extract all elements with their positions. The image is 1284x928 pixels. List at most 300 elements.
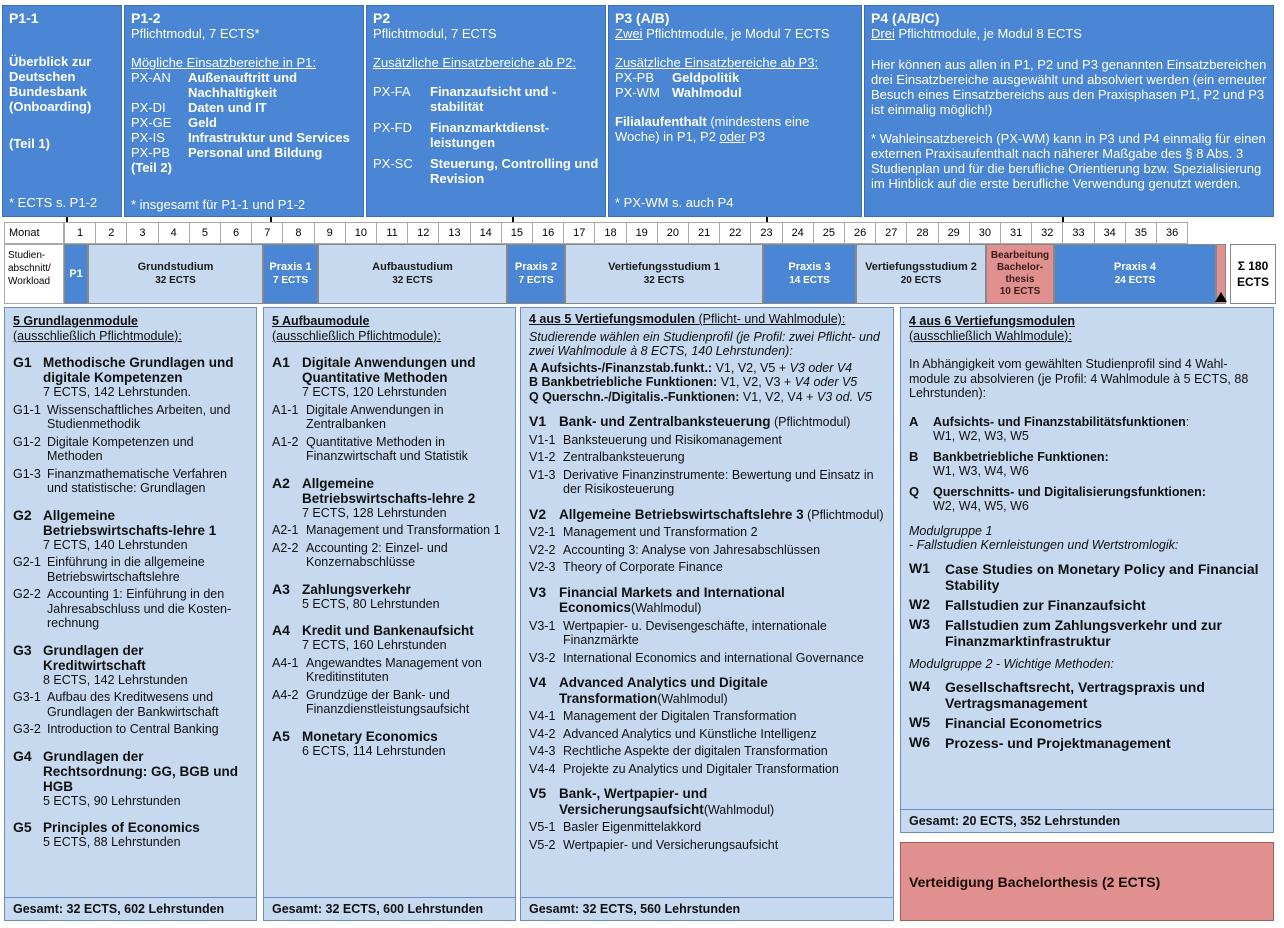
module-code: A4 bbox=[272, 622, 290, 638]
area-name: Finanzaufsicht und -stabilität bbox=[430, 84, 557, 114]
submodule-text: Einführung in die allgemeine Betriebswirtschaftslehre bbox=[47, 555, 205, 584]
submodule-code: A4-1 bbox=[272, 655, 299, 670]
area-code: PX-AN bbox=[131, 70, 171, 85]
module-body bbox=[559, 786, 885, 817]
p4-text-1: Hier können aus allen in P1, P2 und P3 genannten Einsatzbereichen drei Einsatzbereiche ausgewählt und absolviert werden (ein erneuter Besuch eines Einsatzbereichs aus den Praxisphasen P1, P2 und P3 ist einmalig möglich!) bbox=[871, 57, 1267, 117]
module-title: Gesellschaftsrecht, Vertragspraxis und Vertragsmanagement bbox=[945, 679, 1205, 711]
segment-name: Vertiefungsstudium 1 bbox=[608, 261, 720, 273]
month-label: Monat bbox=[4, 222, 64, 244]
area-item bbox=[373, 84, 599, 114]
segment-name: Grundstudium bbox=[137, 261, 214, 273]
module-code: V3 bbox=[529, 583, 547, 600]
module-code: G1 bbox=[13, 354, 32, 370]
module-item bbox=[909, 735, 1265, 751]
module-kind: (Pflichtmodul) bbox=[803, 507, 884, 522]
module-item bbox=[13, 820, 248, 850]
profile-colon: : bbox=[1185, 414, 1190, 429]
module-title: Financial Markets and International Economics bbox=[559, 584, 785, 615]
submodule-text: Zentralbanksteuerung bbox=[563, 450, 685, 464]
module-body bbox=[559, 507, 883, 523]
submodule-code: G2-2 bbox=[13, 587, 41, 601]
subtitle-count: Zwei bbox=[615, 26, 643, 41]
areas-heading: Zusätzliche Einsatzbereiche ab P3: bbox=[615, 55, 819, 70]
column-intro: Studierende wählen ein Studienprofil (je Profil: zwei Pflicht- und zwei Wahlmodule à 8 ECTS, 140 Lehrstunden): bbox=[529, 329, 880, 358]
submodule bbox=[13, 435, 248, 464]
submodule-code: V1-3 bbox=[529, 467, 556, 482]
submodule-text: Advanced Analytics und Künstliche Intelligenz bbox=[563, 726, 817, 741]
module-title: Bank- und Zentralbanksteuerung bbox=[559, 414, 771, 429]
module-code: W3 bbox=[909, 615, 930, 632]
practice-part: (Teil 1) bbox=[9, 136, 50, 151]
segment-name: P1 bbox=[69, 268, 83, 280]
segment-ects: 24 ECTS bbox=[1114, 275, 1156, 286]
submodule-text: Derivative Finanzinstrumente: Bewertung und Einsatz in der Risikosteuerung bbox=[563, 467, 874, 496]
segment-p1 bbox=[64, 244, 88, 304]
module-item bbox=[909, 715, 1265, 731]
submodule-code: V3-1 bbox=[529, 618, 556, 633]
area-name: Daten und IT bbox=[188, 100, 267, 115]
column-subheading: (ausschließlich Wahlmodule): bbox=[909, 328, 1072, 343]
module-title: Zahlungsverkehr bbox=[302, 581, 411, 597]
month-cell: 14 bbox=[470, 222, 502, 244]
submodule-text: Wertpapier- und Versicherungsaufsicht bbox=[563, 837, 779, 852]
column-heading bbox=[529, 312, 885, 327]
profile-code: Q bbox=[909, 483, 920, 499]
segment-name: Aufbaustudium bbox=[372, 261, 453, 273]
month-cell: 27 bbox=[875, 222, 907, 244]
segment-ects: 20 ECTS bbox=[900, 275, 942, 286]
segment-praxis-1 bbox=[263, 244, 318, 304]
profile-name: A Aufsichts-/Finanzstab.funkt.: bbox=[529, 360, 713, 375]
module-detail: 7 ECTS, 128 Lehrstunden bbox=[302, 505, 447, 520]
practice-box-p3 bbox=[608, 5, 862, 217]
module-item bbox=[909, 597, 1265, 613]
profile-list: W2, W4, W5, W6 bbox=[933, 499, 1029, 513]
profile-list: V1, V2, V4 + bbox=[739, 389, 817, 404]
module-item bbox=[13, 643, 248, 688]
area-code: PX-FA bbox=[373, 84, 411, 99]
profile-name: B Bankbetriebliche Funktionen: bbox=[529, 375, 718, 389]
practice-subtitle: Pflichtmodul, 7 ECTS* bbox=[131, 26, 260, 41]
column-total: Gesamt: 32 ECTS, 602 Lehrstunden bbox=[5, 897, 256, 921]
module-code: W4 bbox=[909, 678, 930, 694]
segment-grundstudium bbox=[88, 244, 263, 304]
segment-name: Praxis 3 bbox=[788, 261, 831, 273]
module-detail: 7 ECTS, 140 Lehrstunden bbox=[43, 537, 188, 552]
module-body bbox=[559, 675, 885, 706]
module-title-line bbox=[559, 414, 850, 430]
submodule-text: Introduction to Central Banking bbox=[47, 722, 219, 736]
module-code: A2 bbox=[272, 474, 290, 491]
module-body bbox=[302, 623, 474, 653]
practice-subtitle bbox=[615, 26, 855, 41]
submodule-text: Digitale Kompetenzen und Methoden bbox=[47, 434, 194, 463]
month-cell: 31 bbox=[1000, 222, 1032, 244]
area-item bbox=[615, 70, 855, 85]
submodule bbox=[529, 560, 885, 575]
profile-code: B bbox=[909, 448, 919, 464]
column-aufbau bbox=[263, 307, 516, 921]
module-code: W5 bbox=[909, 714, 930, 730]
submodule bbox=[13, 403, 248, 432]
areas-heading: Zusätzliche Einsatzbereiche ab P2: bbox=[373, 55, 577, 70]
practice-note: * insgesamt für P1-1 und P1-2 bbox=[131, 197, 306, 212]
module-code: G4 bbox=[13, 747, 32, 764]
column-heading: 5 Aufbaumodule bbox=[272, 314, 370, 328]
column-heading: 5 Grundlagenmodule bbox=[13, 314, 139, 328]
module-body bbox=[302, 582, 440, 612]
submodule-text: Quantitative Methoden in Finanzwirtschaft und Statistik bbox=[306, 434, 468, 463]
month-cell: 15 bbox=[501, 222, 533, 244]
profile-title: Bankbetriebliche Funktionen: bbox=[933, 449, 1109, 464]
column-subheading: (ausschließlich Pflichtmodule): bbox=[13, 328, 182, 343]
column-wahl bbox=[900, 307, 1274, 833]
segment-ects: 32 ECTS bbox=[155, 275, 196, 286]
module-detail: 5 ECTS, 88 Lehrstunden bbox=[43, 835, 181, 849]
module-kind: (Pflichtmodul) bbox=[770, 415, 851, 429]
column-grundlagen bbox=[4, 307, 257, 921]
area-name: Steuerung, Controlling und Revision bbox=[430, 156, 599, 186]
month-cell: 8 bbox=[282, 222, 314, 244]
module-list bbox=[272, 355, 507, 758]
practice-name: Überblick zur Deutschen Bundesbank (Onboarding) bbox=[9, 54, 92, 114]
module-title: Grundlagen der Kreditwirtschaft bbox=[43, 642, 146, 673]
filiale-end: P3 bbox=[745, 129, 766, 144]
submodule-text: Accounting 3: Analyse von Jahresabschlüssen bbox=[563, 542, 821, 557]
area-name: Geldpolitik bbox=[672, 70, 740, 85]
submodule-code: V4-4 bbox=[529, 761, 556, 776]
submodule-code: V1-1 bbox=[529, 432, 556, 447]
profile-list bbox=[909, 415, 1265, 514]
row-label: Studien-abschnitt/ Workload bbox=[4, 244, 64, 304]
month-cell: 16 bbox=[532, 222, 564, 244]
submodule-code: A1-2 bbox=[272, 434, 299, 449]
area-name: Finanzmarktdienst-leistungen bbox=[430, 120, 550, 150]
profile-name: Q Querschn.-/Digitalis.-Funktionen: bbox=[529, 389, 740, 404]
module-body bbox=[559, 414, 850, 430]
month-cell: 5 bbox=[189, 222, 221, 244]
module-body bbox=[43, 508, 248, 553]
submodule-text: Management und Transformation 1 bbox=[306, 523, 501, 537]
module-title-line bbox=[559, 786, 885, 817]
practice-box-p1-1 bbox=[2, 5, 122, 217]
module-kind: (Wahlmodul) bbox=[631, 601, 702, 615]
module-list bbox=[529, 414, 885, 852]
area-name: Geld bbox=[188, 115, 217, 130]
sum-value: Σ 180 bbox=[1237, 259, 1269, 273]
area-item bbox=[373, 120, 599, 150]
submodule-text: Digitale Anwendungen in Zentralbanken bbox=[306, 402, 444, 431]
segment-name: Praxis 4 bbox=[1113, 261, 1157, 273]
submodule bbox=[529, 543, 885, 558]
module-item bbox=[529, 414, 885, 430]
module-kind: (Wahlmodul) bbox=[703, 802, 775, 817]
filiale-oder: oder bbox=[719, 129, 746, 144]
filiale-text bbox=[615, 114, 855, 144]
module-title: Principles of Economics bbox=[43, 820, 200, 835]
practice-box-p4 bbox=[864, 5, 1274, 217]
module-body bbox=[559, 585, 885, 616]
month-cell: 10 bbox=[345, 222, 377, 244]
submodule bbox=[529, 820, 885, 835]
submodule-text: Basler Eigenmittelakkord bbox=[563, 820, 702, 834]
areas-list bbox=[373, 84, 599, 186]
submodule-code: V5-1 bbox=[529, 820, 556, 834]
submodule bbox=[529, 433, 885, 448]
areas-heading: Mögliche Einsatzbereiche in P1: bbox=[131, 55, 316, 70]
submodule-text: Rechtliche Aspekte der digitalen Transformation bbox=[563, 744, 828, 758]
area-code: PX-PB bbox=[615, 70, 655, 85]
segment-name: Praxis 2 bbox=[514, 261, 558, 273]
module-code: G5 bbox=[13, 819, 32, 835]
profile-line bbox=[529, 361, 885, 376]
submodule-code: V2-3 bbox=[529, 560, 556, 574]
profile-title-line bbox=[933, 415, 1189, 430]
segment-praxis-4 bbox=[1054, 244, 1216, 304]
profile-line bbox=[529, 390, 885, 405]
profile-body bbox=[933, 485, 1206, 514]
month-cell: 13 bbox=[438, 222, 470, 244]
areas-list bbox=[615, 70, 855, 100]
submodule bbox=[529, 450, 885, 465]
month-cell: 1 bbox=[64, 222, 96, 244]
column-total: Gesamt: 32 ECTS, 560 Lehrstunden bbox=[521, 897, 893, 921]
module-detail: 5 ECTS, 90 Lehrstunden bbox=[43, 793, 181, 808]
profile-item bbox=[909, 485, 1265, 514]
profile-line bbox=[529, 375, 885, 390]
module-code: A3 bbox=[272, 580, 290, 597]
module-code: G2 bbox=[13, 506, 32, 523]
module-detail: 8 ECTS, 142 Lehrstunden bbox=[43, 672, 188, 687]
sum-cell bbox=[1230, 244, 1276, 304]
module-title: Allgemeine Betriebswirtschafts-lehre 1 bbox=[43, 507, 217, 538]
defense-up-arrow bbox=[1215, 292, 1227, 302]
module-item bbox=[529, 786, 885, 817]
month-cell: 22 bbox=[719, 222, 751, 244]
month-cell: 25 bbox=[813, 222, 845, 244]
month-cell: 33 bbox=[1062, 222, 1094, 244]
module-title: Grundlagen der Rechtsordnung: GG, BGB und HGB bbox=[43, 748, 238, 794]
submodule-text: Finanzmathematische Verfahren und statistische: Grundlagen bbox=[47, 466, 227, 495]
submodule bbox=[529, 651, 885, 666]
area-code: PX-IS bbox=[131, 130, 165, 145]
practice-note: * ECTS s. P1-2 bbox=[9, 195, 98, 210]
module-title: Allgemeine Betriebswirtschafts-lehre 2 bbox=[302, 475, 476, 506]
module-body bbox=[43, 820, 200, 850]
area-code: PX-WM bbox=[615, 85, 660, 100]
submodule-code: G1-3 bbox=[13, 466, 41, 481]
segment-praxis-3 bbox=[763, 244, 856, 304]
submodule-text: Management der Digitalen Transformation bbox=[563, 709, 797, 723]
area-name: Personal und Bildung bbox=[188, 145, 323, 160]
subtitle-rest: Pflichtmodule, je Modul 8 ECTS bbox=[894, 26, 1082, 41]
module-title: Financial Econometrics bbox=[945, 715, 1103, 731]
submodule bbox=[529, 619, 885, 648]
submodule-code: V2-2 bbox=[529, 542, 556, 557]
area-name: Wahlmodul bbox=[672, 85, 742, 100]
module-kind: (Wahlmodul) bbox=[657, 691, 728, 706]
segment-praxis-2 bbox=[507, 244, 565, 304]
segment-vertiefung-1 bbox=[565, 244, 763, 304]
submodule-text: Grundzüge der Bank- und Finanzdienstleistungsaufsicht bbox=[306, 687, 470, 716]
practice-title: P2 bbox=[373, 10, 391, 26]
month-cell: 3 bbox=[126, 222, 158, 244]
module-code: V2 bbox=[529, 505, 547, 522]
module-title: Advanced Analytics und Digitale Transformation bbox=[559, 675, 768, 706]
areas-list bbox=[131, 70, 357, 160]
submodule-text: Aufbau des Kreditwesens und Grundlagen der Bankwirtschaft bbox=[47, 690, 219, 719]
module-code: V4 bbox=[529, 674, 547, 690]
module-item bbox=[909, 617, 1265, 649]
module-code: W1 bbox=[909, 559, 930, 576]
practice-note: * PX-WM s. auch P4 bbox=[615, 195, 734, 210]
area-name: Infrastruktur und Services bbox=[188, 130, 350, 145]
submodule-code: A2-2 bbox=[272, 540, 299, 555]
area-item bbox=[615, 85, 855, 100]
practice-box-p2 bbox=[366, 5, 606, 217]
module-item bbox=[272, 582, 507, 612]
heading-rest: (Pflicht- und Wahlmodule): bbox=[695, 312, 846, 326]
module-code: W6 bbox=[909, 734, 930, 750]
module-detail: 7 ECTS, 120 Lehrstunden bbox=[302, 385, 447, 399]
submodule bbox=[272, 541, 507, 570]
month-cell: 29 bbox=[938, 222, 970, 244]
module-title: Bank-, Wertpapier- und Versicherungsaufsicht bbox=[559, 786, 708, 817]
month-cell: 9 bbox=[314, 222, 346, 244]
month-cell: 7 bbox=[251, 222, 283, 244]
module-item bbox=[272, 355, 507, 400]
submodule bbox=[272, 656, 507, 685]
submodule bbox=[529, 762, 885, 777]
module-detail: 7 ECTS, 142 Lehrstunden. bbox=[43, 385, 192, 399]
submodule bbox=[529, 727, 885, 742]
module-body bbox=[302, 729, 446, 759]
column-intro: In Abhängigkeit vom gewählten Studienprofil sind 4 Wahl-module zu absolvieren (je Profil: 4 Wahlmodule à 5 ECTS, 88 Lehrstunden): bbox=[909, 357, 1249, 400]
submodule-code: V4-2 bbox=[529, 726, 556, 741]
module-detail: 5 ECTS, 80 Lehrstunden bbox=[302, 596, 440, 611]
submodule-code: V5-2 bbox=[529, 837, 556, 852]
submodule-text: Wissenschaftliches Arbeiten, und Studienmethodik bbox=[47, 402, 231, 431]
submodule-text: Accounting 1: Einführung in den Jahresabschluss und die Kosten-rechnung bbox=[47, 587, 232, 630]
module-code: V1 bbox=[529, 413, 547, 429]
area-name: Außenauftritt und Nachhaltigkeit bbox=[188, 70, 298, 100]
profile-list bbox=[529, 361, 885, 405]
submodule bbox=[272, 523, 507, 538]
month-cell: 30 bbox=[969, 222, 1001, 244]
module-body bbox=[302, 355, 507, 400]
module-item bbox=[529, 585, 885, 616]
area-item bbox=[131, 145, 357, 160]
month-cell: 26 bbox=[844, 222, 876, 244]
sum-unit: ECTS bbox=[1236, 275, 1269, 289]
profile-item bbox=[909, 450, 1265, 479]
submodule-code: V4-3 bbox=[529, 744, 556, 758]
segment-aufbaustudium bbox=[318, 244, 507, 304]
defense-label: Verteidigung Bachelorthesis (2 ECTS) bbox=[909, 873, 1161, 890]
module-item bbox=[529, 675, 885, 706]
submodule-code: G3-2 bbox=[13, 722, 41, 736]
module-item bbox=[272, 476, 507, 521]
profile-list: V1, V2, V5 + bbox=[712, 360, 790, 375]
column-heading: 4 aus 6 Vertiefungsmodulen bbox=[909, 314, 1076, 328]
subtitle-rest: Pflichtmodule, je Modul 7 ECTS bbox=[642, 26, 830, 41]
module-body bbox=[43, 643, 248, 688]
module-code: W2 bbox=[909, 595, 930, 612]
month-cell: 32 bbox=[1031, 222, 1063, 244]
submodule bbox=[13, 555, 248, 584]
month-cell: 2 bbox=[95, 222, 127, 244]
area-code: PX-SC bbox=[373, 156, 413, 171]
profile-title: Aufsichts- und Finanzstabilitätsfunktionen bbox=[933, 414, 1186, 429]
submodule-code: G1-1 bbox=[13, 402, 41, 417]
submodule-text: Accounting 2: Einzel- und Konzernabschlüsse bbox=[306, 540, 448, 569]
group2-title: Modulgruppe 2 - Wichtige Methoden: bbox=[909, 656, 1114, 671]
module-body bbox=[43, 355, 248, 400]
month-cell: 21 bbox=[688, 222, 720, 244]
module-title: Prozess- und Projektmanagement bbox=[945, 735, 1171, 751]
area-item bbox=[131, 130, 357, 145]
practice-subtitle: Pflichtmodul, 7 ECTS bbox=[373, 26, 497, 41]
module-item bbox=[13, 508, 248, 553]
profile-optional: V3 od. V5 bbox=[816, 389, 872, 404]
submodule-code: V3-2 bbox=[529, 650, 556, 665]
submodule-text: International Economics and international Governance bbox=[563, 650, 864, 665]
area-code: PX-GE bbox=[131, 115, 172, 130]
p4-text-2: * Wahleinsatzbereich (PX-WM) kann in P3 und P4 einmalig für einen externen Praxisaufenthalt nach näherer Maßgabe des § 8 Abs. 3 Studienplan und für die berufliche Orientierung bzw. Spezialisierung im Hinblick auf die erste berufliche Verwendung genutzt werden. bbox=[871, 131, 1266, 191]
heading-bold: 4 aus 5 Vertiefungsmodulen bbox=[529, 312, 696, 326]
area-item bbox=[131, 70, 357, 100]
practice-subtitle bbox=[871, 26, 1267, 41]
module-detail: 7 ECTS, 160 Lehrstunden bbox=[302, 638, 447, 652]
segment-bachelorthesis bbox=[986, 244, 1054, 304]
segment-vertiefung-2 bbox=[856, 244, 986, 304]
segment-ects: 14 ECTS bbox=[789, 275, 830, 286]
module-title-line bbox=[559, 675, 885, 706]
module-title: Fallstudien zum Zahlungsverkehr und zur Finanzmarktinfrastruktur bbox=[945, 616, 1222, 649]
module-detail: 6 ECTS, 114 Lehrstunden bbox=[302, 743, 446, 758]
column-total: Gesamt: 32 ECTS, 600 Lehrstunden bbox=[264, 897, 515, 921]
profile-list: W1, W2, W3, W5 bbox=[933, 429, 1029, 443]
month-cell: 23 bbox=[750, 222, 782, 244]
column-vertiefung bbox=[520, 307, 894, 921]
module-body bbox=[302, 476, 507, 521]
submodule bbox=[272, 435, 507, 464]
profile-title-line bbox=[933, 485, 1206, 500]
practice-title: P3 (A/B) bbox=[615, 10, 670, 26]
module-title: Fallstudien zur Finanzaufsicht bbox=[945, 596, 1146, 613]
module-item bbox=[529, 507, 885, 523]
month-cell: 35 bbox=[1125, 222, 1157, 244]
submodule bbox=[529, 744, 885, 759]
submodule-code: V1-2 bbox=[529, 450, 556, 464]
filiale-bold: Filialaufenthalt bbox=[615, 114, 707, 129]
module-item bbox=[272, 729, 507, 759]
submodule bbox=[272, 688, 507, 717]
group1-title: Modulgruppe 1 bbox=[909, 523, 993, 538]
submodule-code: A2-1 bbox=[272, 523, 299, 537]
module-title: Monetary Economics bbox=[302, 728, 438, 744]
month-cell: 28 bbox=[906, 222, 938, 244]
practice-title: P1-1 bbox=[9, 10, 39, 26]
subtitle-count: Drei bbox=[871, 26, 895, 41]
profile-list: W1, W3, W4, W6 bbox=[933, 464, 1029, 478]
module-list bbox=[13, 355, 248, 850]
month-cell: 12 bbox=[407, 222, 439, 244]
submodule-code: G1-2 bbox=[13, 434, 41, 449]
module-item bbox=[909, 679, 1265, 711]
submodule bbox=[529, 838, 885, 853]
column-subheading: (ausschließlich Pflichtmodule): bbox=[272, 328, 441, 343]
